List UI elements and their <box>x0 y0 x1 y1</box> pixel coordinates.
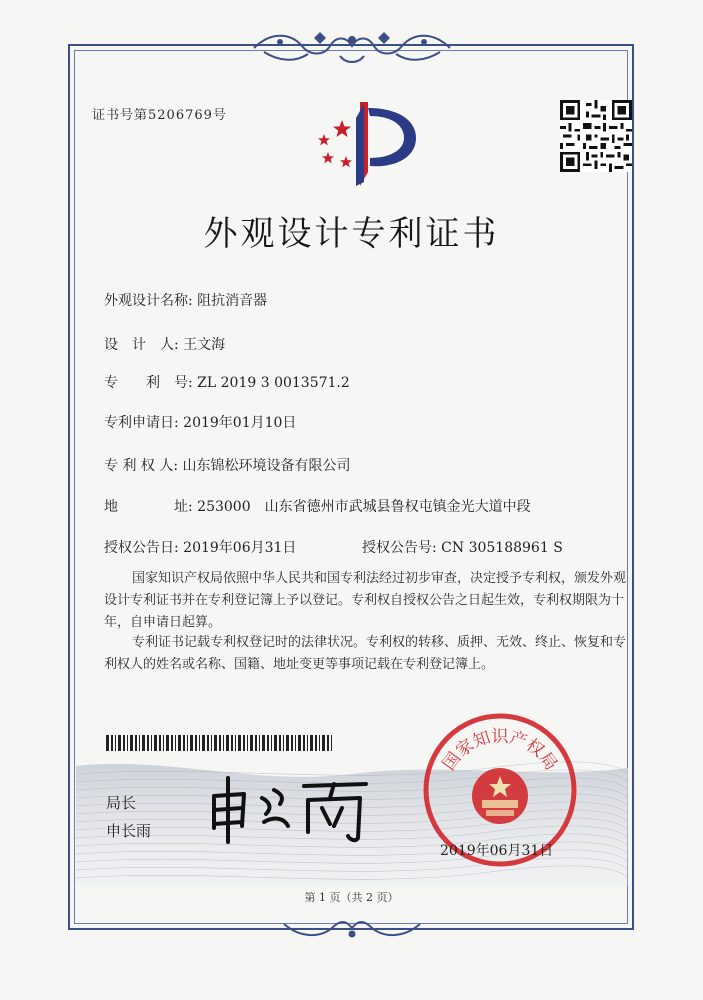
grant-number-row <box>362 537 563 557</box>
director-title: 局长 <box>106 794 137 812</box>
design-name-value: 阻抗消音器 <box>197 293 268 309</box>
filing-date-row <box>104 412 296 432</box>
top-ornament <box>250 28 454 68</box>
page-number: 第 1 页（共 2 页） <box>304 891 399 904</box>
design-name-label: 外观设计名称: <box>104 293 193 309</box>
patent-number-label: 专 利 号: <box>104 375 193 391</box>
p1-line-3: 年，自申请日起算。 <box>104 615 222 630</box>
address-value: 253000 山东省德州市武城县鲁权屯镇金光大道中段 <box>197 499 531 515</box>
patent-number-row <box>104 372 350 392</box>
certificate-number: 证书号第5206769号 <box>92 108 227 123</box>
svg-text:国家知识产权局 <box>439 727 561 774</box>
patent-office-logo <box>308 98 420 190</box>
patentee-label: 专 利 权 人: <box>104 458 179 474</box>
statement-paragraph-1 <box>104 568 634 634</box>
designer-value: 王文海 <box>183 337 226 353</box>
address-row <box>104 496 531 516</box>
grant-number-value: CN 305188961 S <box>441 540 563 556</box>
p1-line-1: 国家知识产权局依照中华人民共和国专利法经过初步审查，决定授予专利权，颁发外观 <box>132 571 627 586</box>
p1-line-2: 设计专利证书并在专利登记簿上予以登记。专利权自授权公告之日起生效，专利权期限为十 <box>104 593 625 608</box>
director-signature <box>200 768 380 848</box>
statement-paragraph-2 <box>104 632 634 676</box>
patentee-row <box>104 455 351 475</box>
filing-date-label: 专利申请日: <box>104 415 179 431</box>
patentee-value: 山东锦松环境设备有限公司 <box>182 458 351 474</box>
filing-date-value: 2019年01月10日 <box>183 415 297 431</box>
seal-date: 2019年06月31日 <box>440 843 554 859</box>
p2-line-2: 利权人的姓名或名称、国籍、地址变更等事项记载在专利登记簿上。 <box>104 657 495 672</box>
address-label: 地 址: <box>104 499 193 515</box>
seal-text: 国家知识产权局 <box>439 727 561 775</box>
bottom-ornament <box>280 916 424 942</box>
barcode <box>106 735 336 751</box>
grant-date-value: 2019年06月31日 <box>183 540 297 556</box>
designer-label: 设 计 人: <box>104 337 179 353</box>
director-name: 申长雨 <box>106 822 152 840</box>
p2-line-1: 专利证书记载专利权登记时的法律状况。专利权的转移、质押、无效、终止、恢复和专 <box>132 635 627 650</box>
patent-number-value: ZL 2019 3 0013571.2 <box>197 375 350 391</box>
grant-date-row <box>104 537 296 557</box>
qr-code <box>560 100 632 172</box>
grant-date-label: 授权公告日: <box>104 540 179 556</box>
design-name-row <box>104 290 267 310</box>
grant-number-label: 授权公告号: <box>362 540 437 556</box>
designer-row <box>104 334 225 354</box>
certificate-title: 外观设计专利证书 <box>203 214 500 254</box>
